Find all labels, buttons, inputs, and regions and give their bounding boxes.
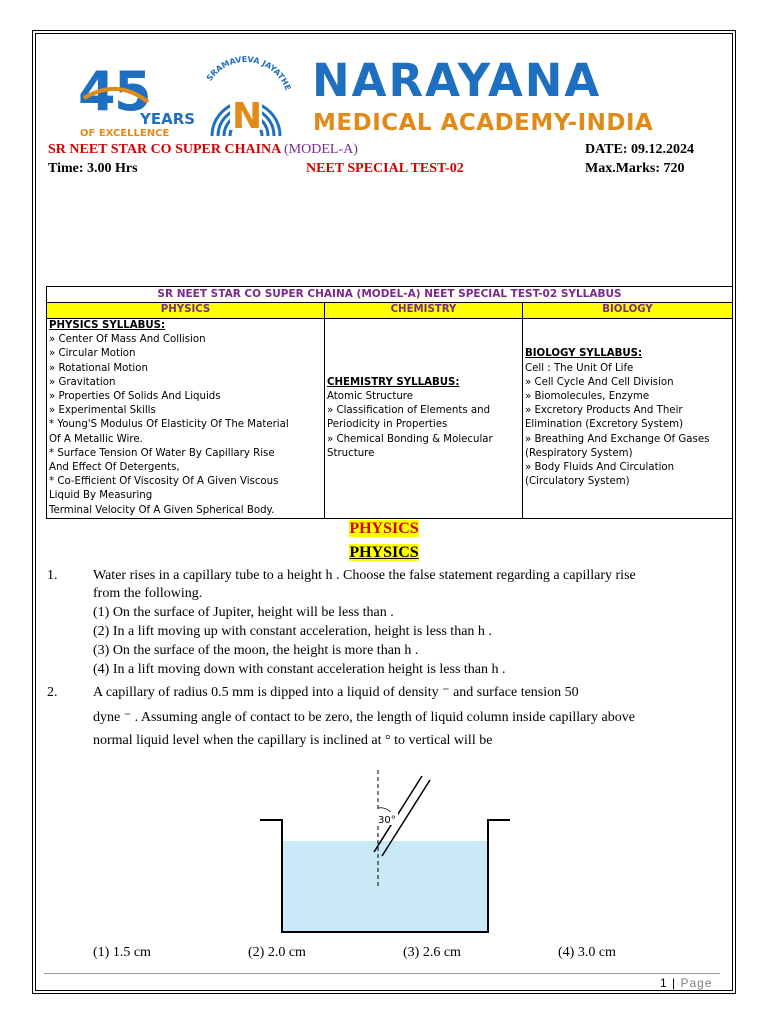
narayana-emblem-icon	[192, 46, 300, 138]
syllabus-item: » Body Fluids And Circulation	[525, 462, 675, 474]
question-1-option: (3) On the surface of the moon, the height is more than h .	[93, 643, 419, 658]
syllabus-item: Cell : The Unit Of Life	[525, 362, 634, 374]
physics-syllabus-heading: PHYSICS SYLLABUS:	[49, 320, 166, 331]
syllabus-item: » Experimental Skills	[49, 405, 156, 417]
svg-text:N: N	[232, 96, 263, 137]
test-name: NEET SPECIAL TEST-02	[306, 161, 464, 176]
syllabus-item: Of A Metallic Wire.	[49, 433, 143, 445]
syllabus-item: Elimination (Excretory System)	[525, 419, 684, 431]
chemistry-syllabus-cell	[325, 319, 523, 519]
syllabus-item: * Co-Efficient Of Viscosity Of A Given Viscous	[49, 476, 279, 488]
syllabus-item: Periodicity in Properties	[327, 419, 448, 431]
syllabus-item: * Young'S Modulus Of Elasticity Of The Material	[49, 419, 289, 431]
question-1-option: (1) On the surface of Jupiter, height will be less than .	[93, 605, 394, 620]
syllabus-item: » Cell Cycle And Cell Division	[525, 376, 674, 388]
syllabus-title: SR NEET STAR CO SUPER CHAINA (MODEL-A) NEET SPECIAL TEST-02 SYLLABUS	[47, 287, 733, 303]
svg-text:5: 5	[114, 60, 152, 123]
question-2-option-4: (4) 3.0 cm	[558, 945, 616, 960]
anniversary-logo	[78, 58, 196, 139]
test-time: Time: 3.00 Hrs	[48, 161, 138, 176]
syllabus-col-chemistry: CHEMISTRY	[325, 303, 523, 319]
question-1-number: 1.	[47, 568, 58, 583]
question-2-option-1: (1) 1.5 cm	[93, 945, 151, 960]
page-word: Page	[680, 976, 713, 990]
svg-text:4: 4	[78, 60, 116, 123]
brand-subtitle: MEDICAL ACADEMY-INDIA	[313, 110, 654, 136]
capillary-figure	[250, 768, 520, 944]
question-2-line: A capillary of radius 0.5 mm is dipped into a liquid of density ⁻ and surface tension 50	[93, 685, 579, 700]
page-number-separator: |	[672, 976, 677, 990]
syllabus-item: » Circular Motion	[49, 348, 136, 360]
liquid	[282, 841, 488, 932]
syllabus-item: » Excretory Products And Their	[525, 405, 683, 417]
question-1-line: from the following.	[93, 586, 203, 601]
syllabus-item: And Effect Of Detergents,	[49, 462, 180, 474]
syllabus-table	[46, 286, 733, 519]
syllabus-item: » Properties Of Solids And Liquids	[49, 391, 221, 403]
syllabus-item: Terminal Velocity Of A Given Spherical Body.	[49, 504, 275, 516]
syllabus-item: * Surface Tension Of Water By Capillary Rise	[49, 447, 275, 459]
svg-text:YEARS: YEARS	[140, 110, 196, 128]
syllabus-item: » Rotational Motion	[49, 362, 148, 374]
section-label-2: PHYSICS	[349, 544, 419, 561]
test-date: DATE: 09.12.2024	[585, 142, 695, 157]
question-2-option-2: (2) 2.0 cm	[248, 945, 306, 960]
batch-model: (MODEL-A)	[283, 142, 358, 157]
batch-title	[48, 142, 358, 158]
syllabus-item: » Chemical Bonding & Molecular	[327, 433, 493, 445]
section-label-1: PHYSICS	[349, 520, 419, 537]
question-1-line: Water rises in a capillary tube to a height h . Choose the false statement regarding a capillary rise	[93, 568, 636, 583]
brand-name: NARAYANA	[312, 54, 602, 107]
question-1-option: (2) In a lift moving up with constant acceleration, height is less than h .	[93, 624, 492, 639]
syllabus-item: (Respiratory System)	[525, 447, 633, 459]
syllabus-item: Liquid By Measuring	[49, 490, 153, 502]
page-number-value: 1	[660, 976, 668, 990]
syllabus-item: » Gravitation	[49, 376, 116, 388]
svg-text:OF EXCELLENCE: OF EXCELLENCE	[80, 128, 170, 139]
syllabus-item: Atomic Structure	[327, 391, 414, 403]
chemistry-syllabus-heading: CHEMISTRY SYLLABUS:	[327, 376, 460, 388]
question-1-option: (4) In a lift moving down with constant acceleration height is less than h .	[93, 662, 506, 677]
question-2-line: dyne ⁻ . Assuming angle of contact to be zero, the length of liquid column inside capillary above	[93, 710, 635, 725]
syllabus-item: » Classification of Elements and	[327, 405, 491, 417]
question-2-line: normal liquid level when the capillary is inclined at ° to vertical will be	[93, 733, 493, 748]
biology-syllabus-cell	[523, 319, 733, 519]
syllabus-item: » Center Of Mass And Collision	[49, 334, 206, 346]
syllabus-col-biology: BIOLOGY	[523, 303, 733, 319]
syllabus-item: » Breathing And Exchange Of Gases	[525, 433, 710, 445]
question-2-option-3: (3) 2.6 cm	[403, 945, 461, 960]
max-marks: Max.Marks: 720	[585, 161, 685, 176]
angle-label: 30°	[378, 815, 396, 826]
svg-text:SRAMAVEVA JAYATHE: SRAMAVEVA JAYATHE	[204, 54, 293, 92]
syllabus-col-physics: PHYSICS	[47, 303, 325, 319]
section-heading-1	[0, 520, 768, 538]
batch-name: SR NEET STAR CO SUPER CHAINA	[48, 142, 281, 157]
biology-syllabus-heading: BIOLOGY SYLLABUS:	[525, 348, 643, 360]
physics-syllabus-cell	[47, 319, 325, 519]
footer-rule	[44, 973, 720, 974]
page-number	[660, 976, 713, 990]
syllabus-item: Structure	[327, 447, 375, 459]
question-2-number: 2.	[47, 685, 58, 700]
syllabus-item: » Biomolecules, Enzyme	[525, 391, 650, 403]
syllabus-item: (Circulatory System)	[525, 476, 630, 488]
section-heading-2	[0, 544, 768, 562]
